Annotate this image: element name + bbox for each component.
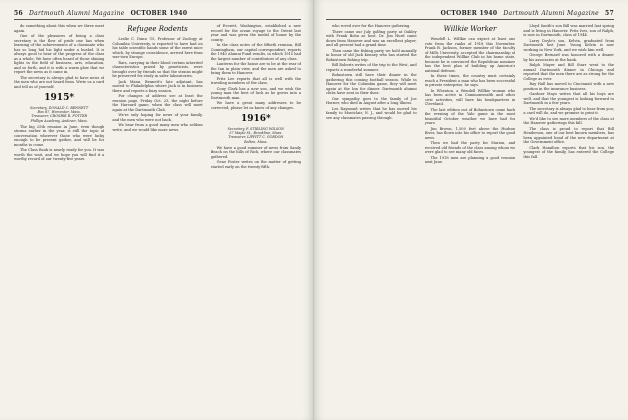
paragraph: Larry Doyle's son, Kelvin, graduated from Dartmouth last June. Young Kelvin is now working in New York, and we wish him well. [523,38,615,52]
paragraph: Rats, carrying in their blood certain inherited characteristics prized by geneticists, were brought over by friends so that the strains might be preserved for study in safer laboratories. [112,60,203,78]
paragraph: Ray Hall has moved to Cincinnati with a new position in the insurance business. [523,82,615,91]
paragraph: Jack Mann, Bennett's late adjutant, has moved to Philadelphia where Jack is in business there and reports a busy season. [112,79,203,93]
paragraph: Gardner Mayo writes that all his boys are well, and that the youngest is looking forward to Dartmouth in a few years. [523,92,615,105]
paragraph: For changes of address see at least the reunion page. Friday Oct. 25, the night before the Harvard game, when the class will meet again at the Dartmouth Club. [112,94,203,112]
paragraph: The secretary is always glad to hear from you; a card will do, and we promise to print it. [523,106,615,115]
paragraph: There came our July golfing party at Oakley with Frank Bohn as host. Dr. Jim Hurd came down from Hanover and was an excellent player, and all present had a grand time. [326,29,417,47]
paragraph: of Everett, Washington, established a new record for the ocean voyage to the Orient last year and was given the medal of honor by the county. [210,24,301,42]
right-column-1 [326,24,417,420]
paragraph: We hear from a good many men who seldom write, and we would like more news. [112,123,203,132]
paragraph: We're only hoping for news of your family, and the men who were not back. [112,113,203,122]
page-number: 57 [605,10,614,17]
magazine-title: Dartmouth Alumni Magazine [28,10,125,17]
paragraph: In Wheaton, a Wendell Willkie woman who has been active in Commonwealth and other civic activities, will have his headquarters in Cleveland. [424,88,516,106]
running-head-left [14,10,301,20]
paragraph: Bill Roberts writes of the trip to the West, and reports a wonderful summer. [326,63,417,72]
treasurer-line: Treasurer, LIPPITT C. GORDON [228,135,284,140]
treasurer-line: Treasurer, CROSBIE R. POTTER [31,114,88,119]
class-year-heading: 1916* [240,114,271,124]
left-column-1 [14,24,104,420]
treasurer-address: Bolton, Mass. [244,139,268,144]
secretary-line: Secretary, F. STIRLING WILSON [227,127,285,131]
paragraph: Les Raymond writes that he has moved his family to Montclair, N. J., and would be glad to see any classmates passing through. [326,106,417,120]
left-columns [14,24,301,420]
paragraph: Cony Clark has a new son, and we wish the young man the best of luck as he grows into a Dartmouth man. [210,86,301,100]
paragraph: Leslie C. Dunn '15, Professor of Zoology at Columbia University, is reported to have had on his table scientific hands some of the rarest mice which, by strange coincidence, arrived here from war-torn Europe. [112,37,203,59]
secretary-address: Box 87, Worcester, Mass. [37,110,81,115]
paragraph: We have a great many addresses to be corrected; please let us know of any changes. [210,101,301,110]
paragraph: who roved over for the Hanover gathering. [332,24,411,28]
paragraph: Our sympathy goes to the family of Joe Horner, who died in August after a long illness. [326,96,417,105]
paragraph: We'd like to see more members of the class at the Hanover gatherings this fall. [523,116,615,125]
paragraph: Clark Hamilton reports that his son, the youngest of the family, has entered the College this fall. [523,145,615,159]
paragraph: In the class notes of the fiftieth reunion, Bill Cunningham, our capital correspondent, reports the 1940 Alumni Fund results, in which 1915 had the largest number of contributors of any class. [210,43,301,61]
paragraph: Gene Foster writes on the matter of getting started early on the twenty-fifth. [210,160,301,169]
paragraph: Lloyd Smith's son Bill was married last spring and is living in Hanover. Fritz Ives, son of Ralph, is now in Dartmouth, class of 1944. [523,24,615,37]
paragraph: Bohnstown still have their dinner in the gathering this coming football season. While in Hanover for the Columbia game, they will meet again at the Inn for dinner. Dartmouth alumni clubs have sent in their dues. [326,73,417,95]
paragraph: The secretary is always glad to have news of the men who are not heard from. Write us a card and tell us of yourself. [14,75,105,89]
class-year-heading: 1915* [44,93,75,103]
paragraph: The big 25th reunion in June, even though storms earlier in the year, is still the topic of conversation wherever those who were lucky enough to be present gather, and will be for months to come. [14,124,105,147]
paragraph: do something about this when we three meet again. [14,24,105,33]
running-head-right [326,10,614,20]
left-column-2 [112,24,202,420]
paragraph: Wendell L. Willkie can expect at least one vote from the ranks of 1918 this November. Frank B. Jackson, former member of the faculty of Mills University, accepted the chairmanship of the independent Willkie Club in his home state, because he is convinced the Republican nominee has the best plan of building up America's national defense. [424,37,516,73]
issue-date: OCTOBER 1940 [440,10,498,17]
left-column-3 [211,24,301,420]
paragraph: The class is proud to report that Bill Henderson, one of our best known members, has been appointed head of the new department at the Government office. [523,126,615,144]
article-title: Willkie Worker [443,25,497,33]
issue-date: OCTOBER 1940 [130,10,188,17]
right-column-3 [523,24,614,420]
paragraph: The last edition out of Bohnstown came back the evening of the Yale game in the most beautiful October weather we have had for years. [424,107,516,125]
paragraph: The 1918 men are planning a good reunion next June. [424,155,516,164]
secretary-address: 57 Maple St., Brookline, Mass. [229,131,283,136]
page-number: 56 [14,10,23,17]
right-column-2 [425,24,516,420]
paragraph: Lanterns for the house are to be at the rear of the Inn in plain view, and the men are asked to bring them to Hanover. [210,62,301,75]
right-columns [326,24,614,420]
paragraph: Ralph Mayer and Bill Starr went to the annual Dartmouth dinner in Chicago and reported that the men there are as strong for the College as ever. [523,63,615,81]
paragraph: Then came the fishing party we hold annually in honor of old Jack Kenney who has started the Bohnstown fishing trip. [326,48,417,62]
paragraph: We have a good summer of news from Sandy Beach on the hills of Rich, where our classmates gathered. [210,145,301,159]
treasurer-address: Phillips Academy, Andover, Mass. [30,118,88,123]
article-title: Refugee Rodents [127,25,188,33]
paragraph: One of the pleasures of being a class secretary is the flow of pride one has when learning of the achievements of a classmate who has so long hid his light under a bushel. It is always good to hear of the progress of the class as a whole. We have often heard of those shining lights in the field of business, arts, education, and so forth, and it is with a warm glow that we report the news as it came in. [14,34,105,74]
paragraph: The Class Book is nearly ready for you. It was worth the wait, and we hope you will find it a worthy record of our twenty-five years. [14,148,105,162]
paragraph: Fritz Lee reports that all is well with the traveling members of the class. [210,76,301,85]
paragraph: Jim Brown, 1,500 feet above the Hudson River, has flown into his office to report the good news. [424,126,516,140]
paragraph: In these times, the country must certainly reach a President a man who has been successful in private enterprise, he says. [424,74,516,87]
paragraph: George Bernard was honored with a dinner by his associates at the bank. [523,53,615,62]
secretary-line: Secretary, DONALD C. BENNETT [30,106,89,110]
paragraph: Then we had the party for Marion, and received old friends of the class among whom we were glad to see many old faces. [424,141,516,154]
right-page [314,0,628,420]
magazine-title: Dartmouth Alumni Magazine [503,10,600,17]
